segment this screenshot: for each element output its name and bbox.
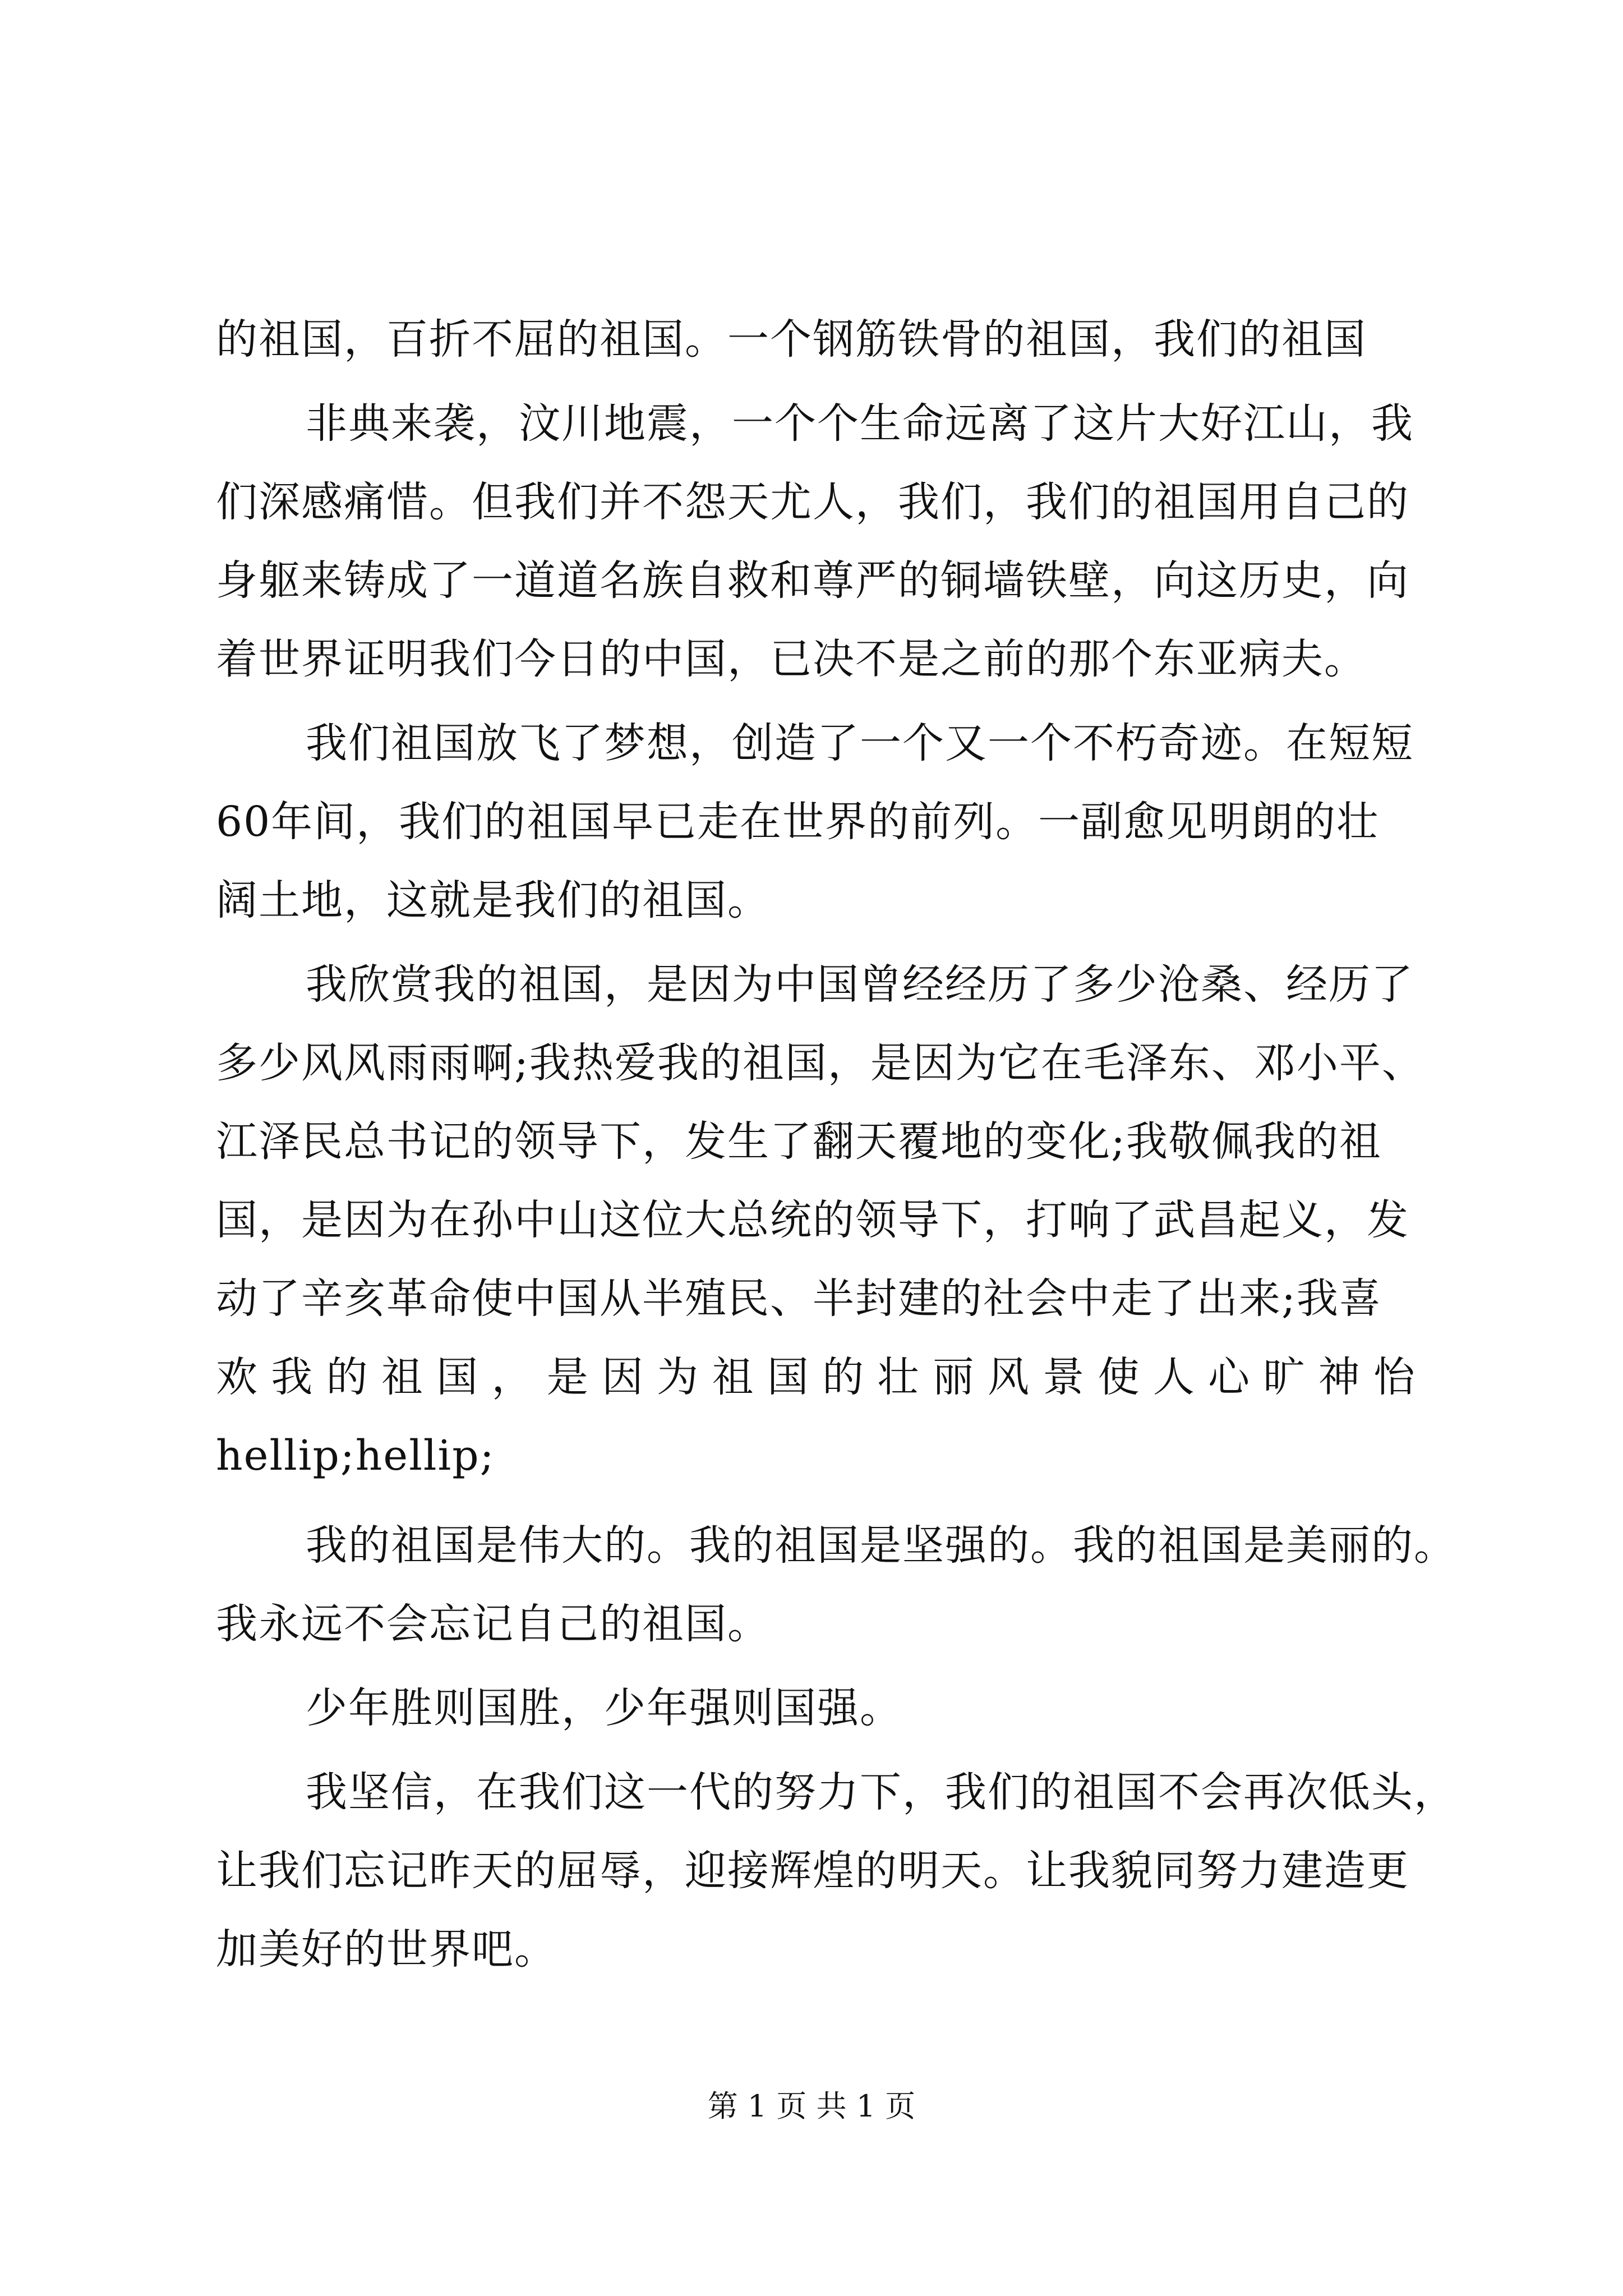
paragraph-line: 国，是因为在孙中山这位大总统的领导下，打响了武昌起义，发 bbox=[216, 1196, 1409, 1244]
paragraph-line: 着世界证明我们今日的中国，已决不是之前的那个东亚病夫。 bbox=[216, 635, 1367, 683]
paragraph-line: 阔土地，这就是我们的祖国。 bbox=[216, 876, 770, 924]
paragraph-line: 的祖国，百折不屈的祖国。一个钢筋铁骨的祖国，我们的祖国 bbox=[216, 315, 1367, 364]
paragraph-line: 60年间，我们的祖国早已走在世界的前列。一副愈见明朗的壮 bbox=[216, 798, 1380, 846]
paragraph-line: 我们祖国放飞了梦想，创造了一个又一个不朽奇迹。在短短 bbox=[306, 719, 1414, 767]
paragraph-line: 让我们忘记昨天的屈辱，迎接辉煌的明天。让我貌同努力建造更 bbox=[216, 1847, 1409, 1895]
paragraph-line: 我的祖国是伟大的。我的祖国是坚强的。我的祖国是美丽的。 bbox=[306, 1521, 1456, 1570]
paragraph-line: 少年胜则国胜，少年强则国强。 bbox=[306, 1684, 902, 1732]
paragraph-line: 欢我的祖国，是因为祖国的壮丽风景使人心旷神怡 bbox=[216, 1353, 1416, 1401]
paragraph-line: 我永远不会忘记自己的祖国。 bbox=[216, 1600, 770, 1648]
paragraph-line: 我坚信，在我们这一代的努力下，我们的祖国不会再次低头， bbox=[306, 1768, 1456, 1816]
paragraph-line: hellip;hellip; bbox=[216, 1432, 495, 1480]
paragraph-line: 身躯来铸成了一道道名族自救和尊严的铜墙铁壁，向这历史，向 bbox=[216, 556, 1409, 605]
paragraph-line: 动了辛亥革命使中国从半殖民、半封建的社会中走了出来;我喜 bbox=[216, 1274, 1382, 1323]
paragraph-line: 江泽民总书记的领导下，发生了翻天覆地的变化;我敬佩我的祖 bbox=[216, 1117, 1382, 1166]
page-footer: 第 1 页 共 1 页 bbox=[707, 2088, 916, 2124]
paragraph-line: 非典来袭，汶川地震，一个个生命远离了这片大好江山，我 bbox=[306, 399, 1414, 448]
paragraph-line: 们深感痛惜。但我们并不怨天尤人，我们，我们的祖国用自己的 bbox=[216, 478, 1409, 526]
paragraph-line: 多少风风雨雨啊;我热爱我的祖国，是因为它在毛泽东、邓小平、 bbox=[216, 1039, 1424, 1087]
paragraph-line: 我欣赏我的祖国，是因为中国曾经经历了多少沧桑、经历了 bbox=[306, 960, 1414, 1009]
paragraph-line: 加美好的世界吧。 bbox=[216, 1925, 557, 1973]
